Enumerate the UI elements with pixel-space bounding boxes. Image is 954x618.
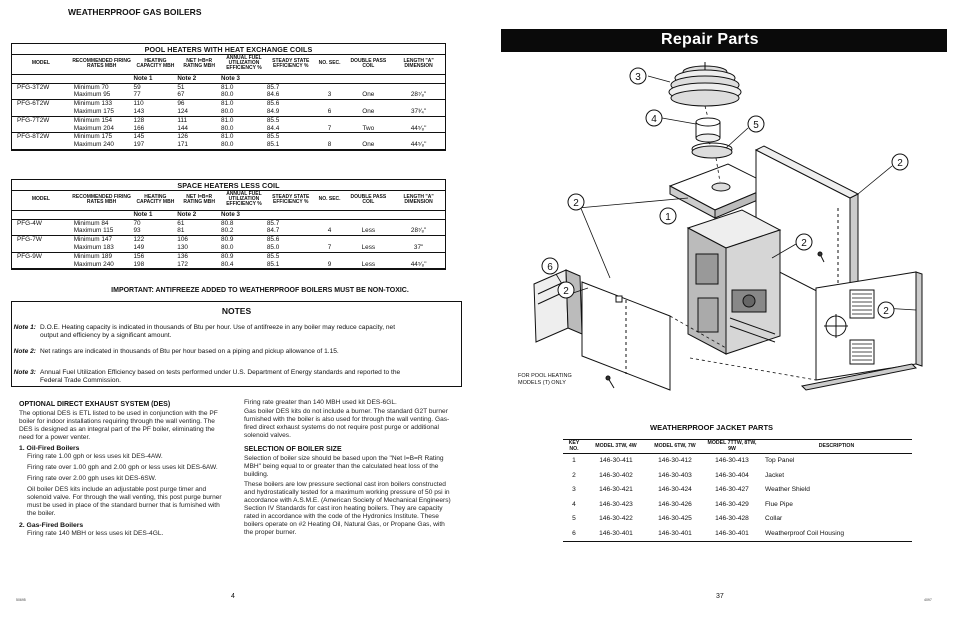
- oil-item: Firing rate over 1.00 gph and 2.00 gph or less uses kit DES-6AW.: [27, 464, 218, 471]
- table-cell: 80.0: [221, 91, 267, 99]
- table-cell: 146-30-401: [585, 527, 647, 542]
- table-cell: 28⁷⁄₈": [392, 91, 445, 99]
- col-length: LENGTH "A" DIMENSION: [392, 191, 445, 210]
- callout-2: 2: [883, 306, 889, 317]
- table-cell: PFG-3T2W: [17, 83, 50, 91]
- col-rates: RECOMMENDED FIRING RATES MBH: [70, 191, 134, 210]
- table-cell: 172: [177, 261, 221, 269]
- callout-1: 1: [665, 212, 671, 223]
- table-cell: Minimum 133: [73, 100, 113, 108]
- table-cell: 84.6: [267, 91, 315, 99]
- weather-shield-part: [669, 62, 741, 106]
- table-row: [563, 498, 912, 513]
- table-cell: One: [344, 91, 392, 99]
- table-cell: 81.0: [221, 100, 234, 108]
- callout-2: 2: [563, 286, 569, 297]
- table-cell: Maximum 183: [70, 244, 134, 252]
- table-caption: POOL HEATERS WITH HEAT EXCHANGE COILS: [12, 44, 445, 55]
- table-row: [12, 141, 445, 149]
- table-cell: 143: [134, 108, 178, 116]
- table-cell: 84.4: [267, 125, 315, 133]
- table-cell: PFG-4W: [17, 219, 42, 227]
- table-cell: PFG-9W: [17, 252, 42, 260]
- table-cell: 84.9: [267, 108, 315, 116]
- col-net: NET I=B=R RATING MBH: [177, 55, 221, 74]
- table-cell: Minimum 154: [73, 116, 113, 124]
- table-cell: 198: [133, 261, 177, 269]
- table-cell: 4: [315, 227, 345, 235]
- table-cell: 77: [134, 91, 178, 99]
- table-cell: 85.7: [266, 219, 280, 227]
- callout-2: 2: [573, 198, 579, 209]
- note-label: Note 1: [134, 74, 178, 83]
- col-length: LENGTH "A" DIMENSION: [392, 55, 445, 74]
- table-row: [12, 227, 445, 235]
- jacket-table-body: [563, 454, 912, 542]
- table-cell: 146-30-401: [647, 527, 703, 542]
- table-cell: 2: [572, 471, 576, 479]
- table-cell: 124: [177, 108, 221, 116]
- notes-box: [11, 301, 462, 387]
- table-cell: 6: [315, 108, 345, 116]
- table-cell: 81: [177, 227, 221, 235]
- col-model: MODEL: [12, 191, 70, 210]
- page-code-left: 50695: [16, 598, 26, 602]
- table-cell: 80.9: [221, 252, 234, 260]
- selection-heading: SELECTION OF BOILER SIZE: [244, 446, 342, 453]
- table-cell: 7: [315, 125, 345, 133]
- oil-item: Oil boiler DES kits include an adjustable post purge timer and solenoid valve. For through the wall venting, this post purge burner must be used in place of the standard burner that is furnished with the boiler.: [27, 486, 222, 517]
- table-cell: 166: [134, 125, 178, 133]
- table-cell: 106: [177, 236, 188, 244]
- table-row: [12, 100, 445, 108]
- note-label: Note 1: [133, 210, 177, 219]
- table-cell: 146-30-413: [715, 457, 749, 465]
- table-cell: 146-30-421: [599, 486, 633, 494]
- page-code-right: 4097: [924, 598, 932, 602]
- table-cell: PFG-6T2W: [17, 100, 50, 108]
- note-text: D.O.E. Heating capacity is indicated in thousands of Btu per hour. Use of antifreeze in any boiler may reduce capacity, net output and efficiency by a significant amount.: [40, 324, 396, 340]
- page-number-left: 4: [231, 593, 235, 600]
- page-title: WEATHERPROOF GAS BOILERS: [68, 7, 202, 17]
- col-capacity: HEATING CAPACITY MBH: [134, 55, 178, 74]
- note-label: Note 3: [221, 74, 267, 83]
- note-label: Note 2: [177, 210, 221, 219]
- selection-column: [244, 399, 452, 537]
- col-sec: NO. SEC.: [315, 55, 345, 74]
- table-cell: Maximum 175: [70, 108, 134, 116]
- table-cell: Jacket: [765, 471, 785, 479]
- note-label: Note 2: [177, 74, 221, 83]
- table-cell: 80.0: [221, 108, 267, 116]
- table-cell: Maximum 240: [70, 141, 134, 149]
- table-cell: PFG-7W: [17, 236, 42, 244]
- table-row: [12, 244, 445, 252]
- table-cell: 6: [563, 527, 585, 542]
- table-row: [12, 125, 445, 133]
- table-cell: 145: [133, 133, 145, 141]
- table-cell: 156: [133, 252, 145, 260]
- table-cell: 80.0: [221, 125, 267, 133]
- table-cell: 197: [134, 141, 178, 149]
- table-cell: 80.9: [221, 236, 234, 244]
- note-1: [13, 324, 410, 340]
- table-row: [563, 454, 912, 469]
- col-model: MODEL: [12, 55, 70, 74]
- table-cell: 85.1: [267, 261, 315, 269]
- table-cell: 146-30-425: [658, 515, 692, 523]
- table-cell: 146-30-401: [703, 527, 761, 542]
- col-model-2: MODEL 6TW, 7W: [647, 440, 703, 454]
- antifreeze-warning: IMPORTANT: ANTIFREEZE ADDED TO WEATHERPROOF BOILERS MUST BE NON-TOXIC.: [111, 287, 409, 294]
- table-cell: Minimum 70: [73, 83, 109, 91]
- col-pass: DOUBLE PASS COIL: [344, 55, 392, 74]
- table-row: [563, 483, 912, 498]
- col-steady: STEADY STATE EFFICIENCY %: [267, 55, 315, 74]
- gas-note: Gas boiler DES kits do not include a burner. The standard G2T burner furnished with the boiler is also used for through the wall venting. Gas-fired direct exhaust systems do not require post purge or additional solenoid valves.: [244, 408, 450, 439]
- table-cell: Less: [344, 261, 392, 269]
- selection-p1: Selection of boiler size should be based upon the "Net I=B=R Rating MBH" being equal to or greater than the calculated heat loss of the building.: [244, 455, 444, 478]
- table-cell: 146-30-403: [658, 471, 692, 479]
- table-row: [563, 469, 912, 484]
- table-cell: 44⁵⁄₈": [392, 125, 445, 133]
- table-cell: 85.6: [266, 236, 280, 244]
- callout-4: 4: [651, 114, 657, 125]
- table-cell: 136: [177, 252, 188, 260]
- table-cell: 67: [177, 91, 221, 99]
- boiler-body: [688, 210, 780, 354]
- callout-2: 2: [897, 158, 903, 169]
- table-cell: 146-30-427: [715, 486, 749, 494]
- table-row: [12, 108, 445, 116]
- table-cell: 96: [177, 100, 185, 108]
- col-net: NET I=B=R RATING MBH: [177, 191, 221, 210]
- des-heading: OPTIONAL DIRECT EXHAUST SYSTEM (DES): [19, 401, 171, 408]
- col-rates: RECOMMENDED FIRING RATES MBH: [70, 55, 134, 74]
- table-cell: 146-30-422: [599, 515, 633, 523]
- table-cell: 128: [133, 116, 145, 124]
- repair-parts-banner: [501, 29, 947, 52]
- table-cell: 59: [133, 83, 141, 91]
- table-cell: 93: [133, 227, 177, 235]
- table-row: [12, 236, 445, 244]
- table-cell: 4: [572, 500, 576, 508]
- notes-title: NOTES: [221, 306, 252, 316]
- table-cell: 110: [133, 100, 144, 108]
- col-description: DESCRIPTION: [761, 440, 912, 454]
- col-pass: DOUBLE PASS COIL: [344, 191, 392, 210]
- callout-5: 5: [753, 120, 759, 131]
- pool-heaters-table: [11, 43, 446, 151]
- table-cell: 44⁵⁄₈": [392, 141, 445, 149]
- des-column: [19, 401, 229, 538]
- table-cell: 85.0: [267, 244, 315, 252]
- des-intro: The optional DES is ETL listed to be used in conjunction with the PF boiler for indoor installations requiring through the wall venting. The DES is designed as an integral part of the PF boiler, eliminating the need for a power venter.: [19, 410, 218, 441]
- table-cell: 146-30-428: [715, 515, 749, 523]
- table-cell: Maximum 204: [70, 125, 134, 133]
- table-row: [12, 261, 445, 269]
- table-cell: 81.0: [221, 116, 234, 124]
- table-row: [563, 512, 912, 527]
- exploded-parts-diagram: [520, 58, 940, 398]
- table-cell: Top Panel: [765, 457, 795, 465]
- note-2: [13, 348, 410, 356]
- table-cell: 80.4: [221, 261, 267, 269]
- table-cell: 81.0: [221, 83, 234, 91]
- table-cell: 85.5: [266, 252, 280, 260]
- table-cell: 126: [177, 133, 188, 141]
- table-cell: 8: [315, 141, 345, 149]
- note-text: Annual Fuel Utilization Efficiency based on tests performed under U.S. Department of Energy standards and reported to the Federal Trade Commission.: [40, 369, 401, 385]
- note-label: Note 3:: [13, 369, 36, 376]
- col-capacity: HEATING CAPACITY MBH: [133, 191, 177, 210]
- table-cell: 122: [133, 236, 145, 244]
- table-cell: 51: [177, 83, 185, 91]
- note-label: Note 3: [221, 210, 267, 219]
- callout-6: 6: [547, 262, 553, 273]
- table-cell: PFG-7T2W: [17, 116, 50, 124]
- table-cell: 171: [177, 141, 221, 149]
- table-cell: 146-30-411: [599, 457, 633, 465]
- table-cell: 3: [315, 91, 345, 99]
- table-cell: 28⁷⁄₈": [392, 227, 445, 235]
- col-model-3: MODEL 7TTW, 8TW, 9W: [703, 440, 761, 454]
- table-cell: 80.8: [221, 219, 234, 227]
- table-cell: Less: [344, 227, 392, 235]
- table-cell: Maximum 240: [70, 261, 134, 269]
- table-cell: 146-30-424: [658, 486, 692, 494]
- oil-heading: 1. Oil-Fired Boilers: [19, 445, 80, 452]
- callout-2: 2: [801, 238, 807, 249]
- table-cell: Minimum 147: [73, 236, 113, 244]
- collar-part: [692, 143, 732, 158]
- callout-3: 3: [635, 72, 641, 83]
- table-cell: Flue Pipe: [765, 500, 793, 508]
- space-heaters-table: [11, 179, 446, 270]
- col-steady: STEADY STATE EFFICIENCY %: [267, 191, 315, 210]
- note-label: Note 1:: [13, 324, 36, 331]
- table-cell: 146-30-429: [715, 500, 749, 508]
- table-cell: 146-30-423: [599, 500, 633, 508]
- table-cell: 80.0: [221, 141, 267, 149]
- table-cell: Minimum 189: [73, 252, 113, 260]
- table-cell: PFG-8T2W: [17, 133, 50, 141]
- table-cell: 9: [315, 261, 345, 269]
- table-cell: 85.5: [266, 133, 280, 141]
- table-cell: Weatherproof Coil Housing: [761, 527, 912, 542]
- table-cell: 149: [133, 244, 177, 252]
- table-caption: SPACE HEATERS LESS COIL: [12, 180, 445, 191]
- table-cell: Maximum 115: [70, 227, 134, 235]
- table-cell: 61: [177, 219, 185, 227]
- col-afue: ANNUAL FUEL UTILIZATION EFFICIENCY %: [221, 55, 267, 74]
- note-text: Net ratings are indicated in thousands of Btu per hour based on a piping and pickup allowance of 1.15.: [40, 348, 339, 355]
- table-row: [563, 527, 912, 542]
- table-cell: 84.7: [267, 227, 315, 235]
- oil-item: Firing rate over 2.00 gph uses kit DES-6SW.: [27, 475, 157, 482]
- table-cell: 80.0: [221, 244, 267, 252]
- table-cell: 37": [392, 244, 445, 252]
- table-cell: 144: [177, 125, 221, 133]
- table-cell: 1: [572, 457, 576, 465]
- table-row: [12, 219, 445, 227]
- table-cell: Collar: [765, 515, 783, 523]
- table-cell: 7: [315, 244, 345, 252]
- table-cell: Less: [344, 244, 392, 252]
- table-cell: 146-30-404: [715, 471, 749, 479]
- table-row: [12, 133, 445, 141]
- jacket-parts-table: [563, 439, 912, 542]
- table-cell: One: [344, 141, 392, 149]
- table-cell: 44⁵⁄₈": [392, 261, 445, 269]
- oil-item: Firing rate 1.00 gph or less uses kit DES-4AW.: [27, 453, 163, 460]
- table-cell: Two: [344, 125, 392, 133]
- gas-item: Firing rate 140 MBH or less uses kit DES-4GL.: [27, 530, 164, 537]
- gas-item-cont: Firing rate greater than 140 MBH used kit DES-6GL.: [244, 399, 397, 406]
- table-cell: 80.2: [221, 227, 267, 235]
- table-cell: Minimum 175: [73, 133, 113, 141]
- table-cell: 37³⁄₄": [392, 108, 445, 116]
- flue-pipe-part: [696, 118, 720, 142]
- table-row: [12, 116, 445, 124]
- table-row: [12, 83, 445, 91]
- note-label: Note 2:: [13, 348, 36, 355]
- table-cell: Maximum 95: [70, 91, 134, 99]
- gas-heading: 2. Gas-Fired Boilers: [19, 522, 84, 529]
- table-row: [12, 91, 445, 99]
- table-cell: 3: [572, 486, 576, 494]
- selection-p2: These boilers are low pressure sectional cast iron boilers constructed and hydrostatically tested for a maximum working pressure of 50 psi in accordance with A.S.M.E. (American Society of Mechanical Engineers) Section IV Standards for cast iron heating boilers. They are capacity rated in accordance with the code of the Hydronics Institute. These boilers operate on #2 Heating Oil, Natural Gas, or Propane Gas, with the proper burner.: [244, 481, 451, 536]
- table-cell: 70: [133, 219, 141, 227]
- table-cell: 85.1: [267, 141, 315, 149]
- table-cell: 85.6: [266, 100, 280, 108]
- table-cell: 85.7: [266, 83, 280, 91]
- table-cell: One: [344, 108, 392, 116]
- repair-parts-title: Repair Parts: [661, 31, 759, 48]
- col-key: KEY NO.: [563, 440, 585, 454]
- col-afue: ANNUAL FUEL UTILIZATION EFFICIENCY %: [221, 191, 267, 210]
- col-model-1: MODEL 3TW, 4W: [585, 440, 647, 454]
- table-row: [12, 252, 445, 260]
- table-cell: 111: [177, 116, 188, 124]
- pool-table-body: [12, 83, 445, 149]
- table-cell: Minimum 84: [73, 219, 109, 227]
- coil-housing-part: [534, 270, 582, 342]
- table-cell: 146-30-402: [599, 471, 633, 479]
- table-cell: 146-30-426: [658, 500, 692, 508]
- table-cell: 146-30-412: [658, 457, 692, 465]
- table-cell: 81.0: [221, 133, 234, 141]
- page-number-right: 37: [716, 593, 724, 600]
- jacket-parts-title: WEATHERPROOF JACKET PARTS: [650, 423, 774, 432]
- col-sec: NO. SEC.: [315, 191, 345, 210]
- table-cell: 130: [177, 244, 221, 252]
- note-3: [13, 369, 410, 385]
- table-cell: 5: [572, 515, 576, 523]
- space-table-body: [12, 219, 445, 269]
- table-cell: Weather Shield: [765, 486, 810, 494]
- pool-heating-note: FOR POOL HEATING MODELS (T) ONLY: [518, 373, 572, 386]
- jacket-side-panel: [816, 272, 922, 380]
- table-cell: 85.5: [266, 116, 280, 124]
